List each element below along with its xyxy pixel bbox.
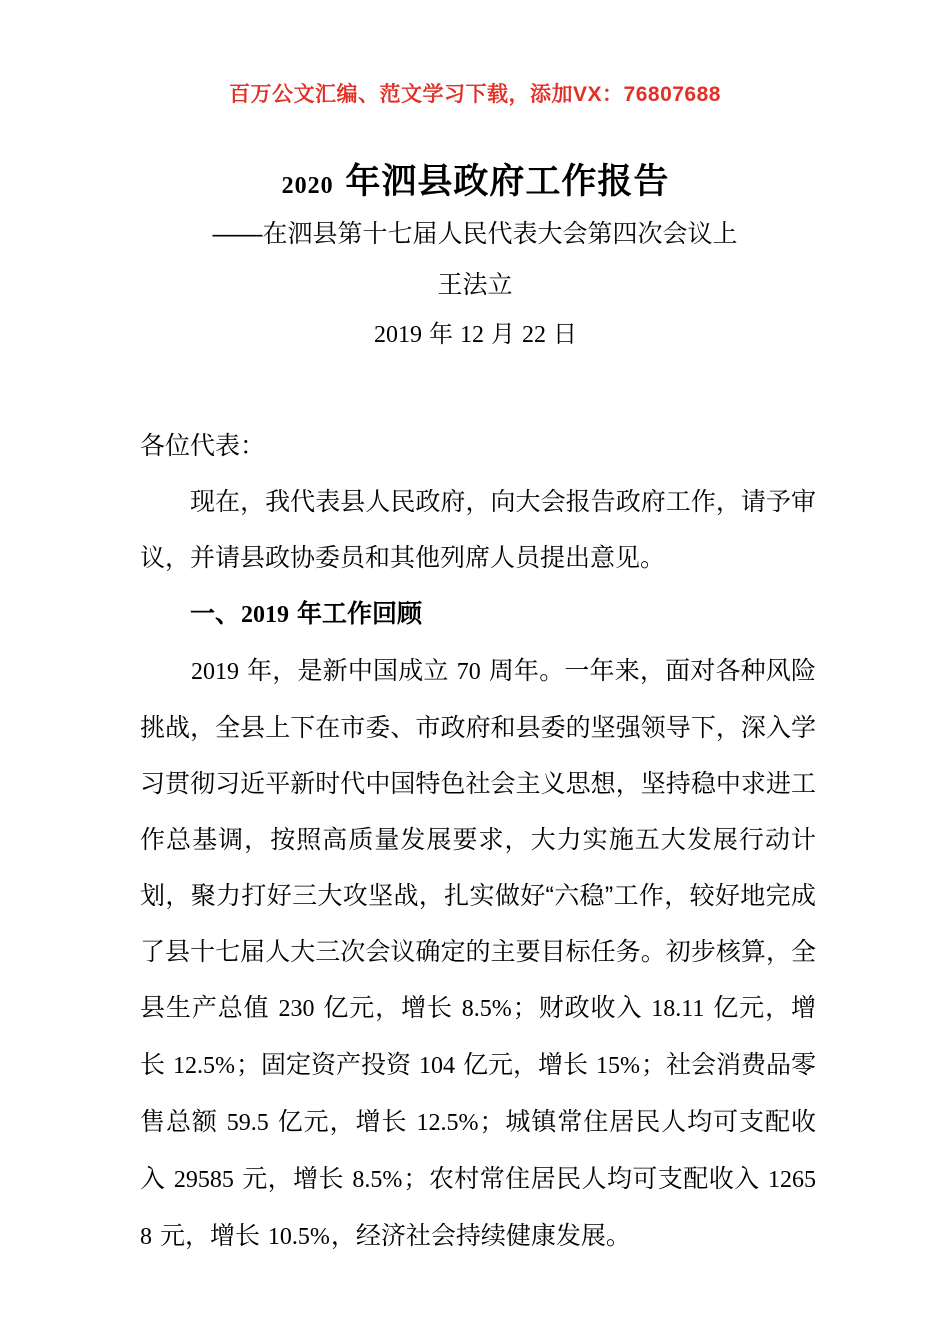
document-subtitle: ——在泗县第十七届人民代表大会第四次会议上 [212, 219, 738, 248]
document-author: 王法立 [437, 271, 513, 300]
promo-banner [0, 78, 950, 108]
document-body [140, 418, 816, 1265]
promo-banner-text: 百万公文汇编、范文学习下载，添加VX：76807688 [229, 83, 721, 106]
document-date: 2019 年 12 月 22 日 [374, 321, 577, 348]
page-title: 2020 年泗县政府工作报告 [281, 162, 670, 201]
opening-paragraph: 现在，我代表县人民政府，向大会报告政府工作，请予审议，并请县政协委员和其他列席人员提出意见。 [140, 488, 816, 572]
salutation: 各位代表： [140, 432, 266, 460]
title-block [130, 160, 820, 353]
section-1-paragraph: 2019 年，是新中国成立 70 周年。一年来，面对各种风险挑战，全县上下在市委、市政府和县委的坚强领导下，深入学习贯彻习近平新时代中国特色社会主义思想，坚持稳中求进工作总基调，按照高质量发展要求，大力实施五大发展行动计划，聚力打好三大攻坚战，扎实做好“六稳”工作，较好地完成了县十七届人大三次会议确定的主要目标任务。初步核算，全县生产总值 230 亿元，增长 8.5%；财政收入 18.11 亿元，增长 12.5%；固定资产投资 104 亿元，增长 15%；社会消费品零售总额 59.5 亿元，增长 12.5%；城镇常住居民人均可支配收入 29585 元，增长 8.5%；农村常住居民人均可支配收入 12658 元，增长 10.5%，经济社会持续健康发展。 [140, 657, 816, 1250]
section-heading-2019-review: 一、2019 年工作回顾 [190, 600, 422, 628]
